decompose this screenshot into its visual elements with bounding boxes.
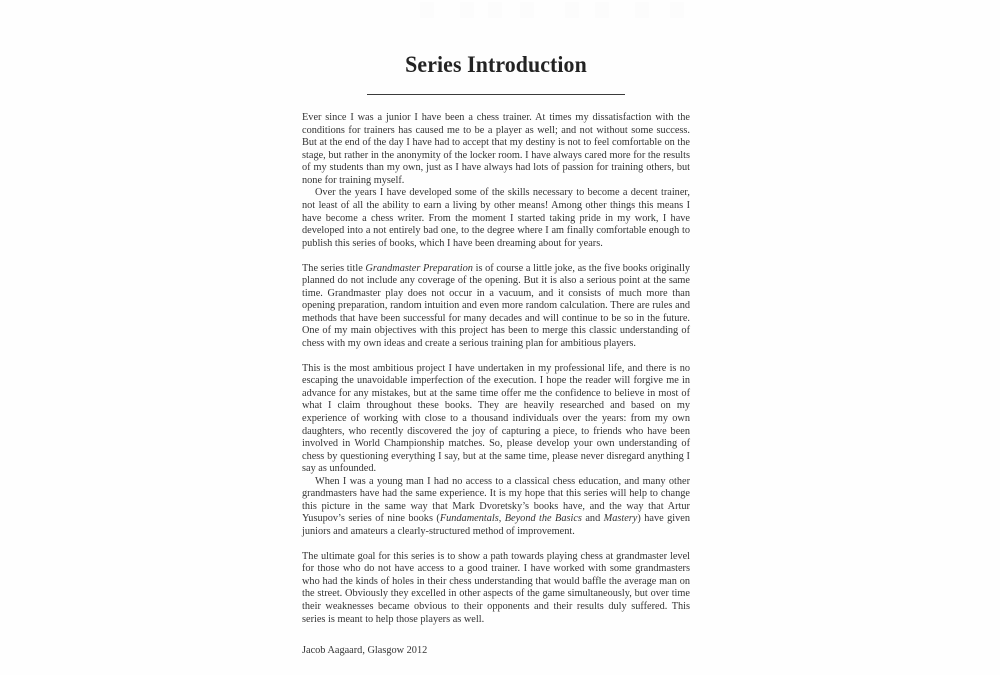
italic-title: Fundamentals	[439, 513, 499, 525]
author-signature: Jacob Aagaard, Glasgow 2012	[302, 645, 428, 657]
paragraph: This is the most ambitious project I have undertaken in my professional life, and there is no escaping the unavoidable imperfection of the execution. I hope the reader will forgive me in advance for any mistakes, but at the same time offer me the confidence to believe in most of what I claim throughout these books. They are heavily researched and based on my experience of working with close to a thousand individuals over the years: from my own daughters, who recently discovered the joy of capturing a piece, to friends who have been involved in World Championship matches. So, please develop your own understanding of chess by questioning everything I say, but at the same time, please never disregard anything I say as unfounded.	[302, 362, 690, 475]
text-column	[302, 0, 690, 658]
title-divider-rule	[367, 94, 625, 96]
italic-title: Mastery	[603, 513, 638, 525]
body-copy	[302, 112, 690, 626]
paragraph: Ever since I was a junior I have been a chess trainer. At times my dissatisfaction with the conditions for trainers has caused me to be a player as well; and not without some success. But at the end of the day I have had to accept that my destiny is not to feel comfortable on the stage, but rather in the anonymity of the locker room. I have always cared more for the results of my students than my own, just as I have always had lots of passion for training others, but none for training myself.	[302, 112, 690, 186]
paragraph: When I was a young man I had no access to a classical chess education, and many other grandmasters have had the same experience. It is my hope that this series will help to change this picture in the same way that Mark Dvoretsky’s books have, and the way that Artur Yusupov’s series of nine books (Fundamentals, Beyond the Basics and Mastery) have given juniors and amateurs a clearly-structured method of improvement.	[302, 475, 690, 537]
page-title: Series Introduction	[405, 52, 587, 78]
paragraph: Over the years I have developed some of the skills necessary to become a decent trainer, not least of all the ability to earn a living by other means! Among other things this means I have become a chess writer. From the moment I started taking pride in my work, I have developed into a not entirely bad one, to the degree where I am finally comfortable enough to publish this series of books, which I have been dreaming about for years.	[302, 187, 690, 249]
italic-title: Beyond the Basics	[504, 513, 582, 525]
italic-title: Grandmaster Preparation	[365, 262, 473, 274]
paragraph: The series title Grandmaster Preparation is of course a little joke, as the five books originally planned do not include any coverage of the opening. But it is also a serious point at the same time. Grandmaster play does not occur in a vacuum, and it consists of much more than opening preparation, random intuition and even more random calculation. There are rules and methods that have been successful for many decades and will continue to be so in the future. One of my main objectives with this project has been to merge this classic understanding of chess with my own ideas and create a serious training plan for ambitious players.	[302, 262, 690, 349]
paragraph: The ultimate goal for this series is to show a path towards playing chess at grandmaster level for those who do not have access to a good trainer. I have worked with some grandmasters who had the kinds of holes in their chess understanding that would baffle the average man on the street. Obviously they excelled in other aspects of the game simultaneously, but over time their weaknesses became obvious to their opponents and their results duly suffered. This series is meant to help those players as well.	[302, 550, 690, 625]
